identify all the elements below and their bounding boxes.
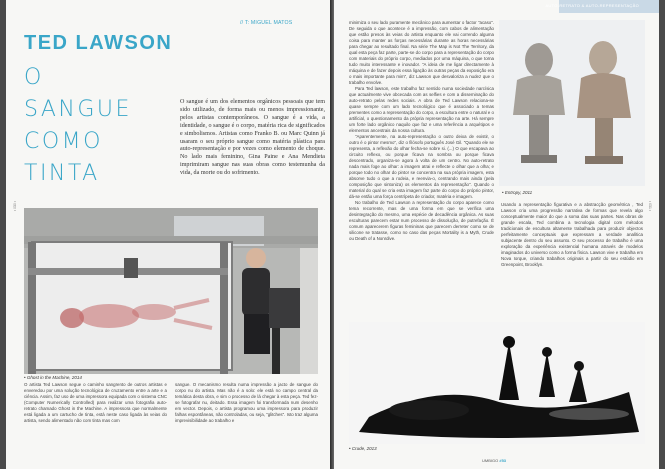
subtitle-line: O (24, 65, 44, 90)
paragraph: minimiza o seu lado puramente mecânico para aumentar o factor "acaso". De seguida o que acontece é a impressão, com cabos de alimentação que estão presos às veias do artista enquanto ele vai correndo alguma coisa para manter as forças necessárias durante as horas necessárias para chegar ao resultado final. Na série The Map is Not The Territory, da qual esta peça faz parte, parte-se do corpo para a representação do corpo com materiais do próprio corpo, mediados por uma máquina, o que torna tudo muito interessante e inovador. "A ideia de me ligar directamente à máquina e de fazer depois essa ligação às outras peças da exposição era o mais importante para mim", diz Lawson que desvaloriza a nudez que o trabalho envolve. (349, 20, 494, 85)
paragraph: "Aparentemente, na auto-representação o outro deixa de existir, o outro é o pintor mesmo", diz o filósofo português José Gil. "Quando ele se representa, a reflexão do olhar fecha-se sobre si. (...) O que escapava ao circuito reflexo, ou porque ficava na sombra ou porque ficava descentrado, organiza-se agora à volta de um centro. No auto-retrato nada mais foge ao olhar: a imagem atrai e reflecte o olhar que a olha; e porque todo no olhar do pintor se concentra na sua própria imagem, esta absorve tudo o que a rodeia, e reenvia-o, centrando mais ainda (pela composição que sintoniza) os elementos da representação". Quando o material do qual se cria esta imagem faz parte do corpo do próprio pintor, dá-se então uma força centrípeta de criador, matéria e imagem. (349, 134, 494, 199)
magazine-name: UMBIGO (482, 458, 499, 463)
caption-entropy: • Entropy, 2011 (502, 190, 533, 195)
page-number-left: • 030 • (12, 201, 17, 211)
photo-ghost-in-the-machine (24, 208, 318, 374)
intro-paragraph: O sangue é um dos elementos orgânicos pessoais que tem sido utilizado, de forma mais ou menos impressionante, pelos artistas contemporâneos. O sangue é a vida, a identidade, o sangue é o corpo, matéria rica de significados e simbolismos. Artistas como Franko B. ou Marc Quinn já usaram o seu próprio sangue como matéria plástica para auto-representação e por vezes como elemento de choque. No lado mais feminino, Gina Paine e Ana Mendieta imprimiram sangue nas suas obras como testemunha da vida, da morte ou do sofrimento. (180, 99, 325, 177)
article-title: TED LAWSON (24, 32, 173, 54)
caption-ghost: • Ghost in the Machine, 2014 (24, 375, 82, 380)
page-number-right: • 031 • (648, 201, 653, 211)
subtitle-line: SANGUE (24, 97, 132, 122)
left-page (6, 0, 330, 469)
body-text-right-col1 (349, 20, 494, 242)
right-page (334, 0, 659, 469)
folio (482, 458, 506, 463)
body-text-col1: O artista Ted Lawson segue o caminho sangrento de outros artistas e enveredou por uma solução tecnológica de cruzamento entre a arte e a ciência. Assim, faz uso de uma impressora equipada com o sistema CNC (Computer Numerically Controlled) para realizar uma fotografia auto-retrato chamado Ghost in the Machine. A impressora que normalmente está ligada a um cartucho de tinta, está neste caso ligada às veias do artista, sendo alimentado não com tinta mas com (24, 382, 167, 423)
issue-number: #53 (499, 458, 507, 463)
paragraph: No trabalho de Ted Lawson a representação do corpo aparece como tema recorrente, mas de uma forma em que se verifica uma desintegração do mesmo, uma espécie de decadência orgânica. As suas esculturas parecem estar num processo de dissolução, de putrefação. É comum aparecerem figuras femininas que parecem derreter como se de silicone se tratasse, como no caso das peças Mortality is a Myth, Crude ou Death of a Nonrdive. (349, 200, 494, 241)
article-subtitle (24, 62, 132, 190)
photo-entropy (499, 20, 645, 186)
subtitle-line: TINTA (24, 161, 100, 186)
body-text-col2: sangue. O mecanismo resulta numa impressão a jacto de sangue do corpo nu do artista. Mas não é a solo: ele está no campo central da temática desta obra, e sim o processo de lá chegar à esta peça. Ted fez-se fotografar nu, deitado. Essa imagem foi transformada num desenho em vector. Depois, o artista programou uma impressora para produzir falhas espontâneas, não controladas, ou seja, "glitches". Isto traz alguma imprevisibilidade ao trabalho e (175, 382, 318, 423)
paragraph: Para Ted lawson, este trabalho faz sentido numa sociedade narcísica que actualmente vive obcecada com as selfies e com a disseminação do auto-retrato pelas redes sociais. A obra de Ted Lawson relaciona-se quase sempre com um lado tecnológico que é associado a temas prementes como a representação do corpo, a escultura entre o natural e o artificial, o questionamento da própria representação na arte. Há sempre um forte lado orgânico naquilo que faz e uma referência a arquétipos e elementos ancestrais da nossa cultura. (349, 86, 494, 133)
subtitle-line: COMO (24, 129, 103, 154)
caption-crude: • Crude, 2013 (349, 446, 377, 451)
body-text-right-col2: Usando a representação figurativa e a abstracção geométrica , Ted Lawson cria uma progressão narrativa de formas que revela algo conceptualmente maior do que a soma das suas partes. Nas obras de grande escala, Ted combina a tecnologia digital com métodos tradicionais de escultura altamente trabalhada para produzir objectos perfeitamente conceptuais que expressam a verdade analítica subjacente dentro do seu assunto. O seu processo de trabalho é uma exploração da experiência existencial humana através de modelos imaginados do universo como a forma física. Lawson vive e trabalha em Nova Iorque, criando trabalhos originais a partir do seu estúdio em Greenpoint, Brooklyn. (501, 202, 643, 267)
body-columns-left (24, 382, 318, 424)
photo-crude (349, 322, 645, 444)
section-label: AUTO-RETRATO & AUTO-REPRESENTAÇÃO (545, 3, 639, 8)
author-credit: // T: MIGUEL MATOS (240, 20, 293, 26)
